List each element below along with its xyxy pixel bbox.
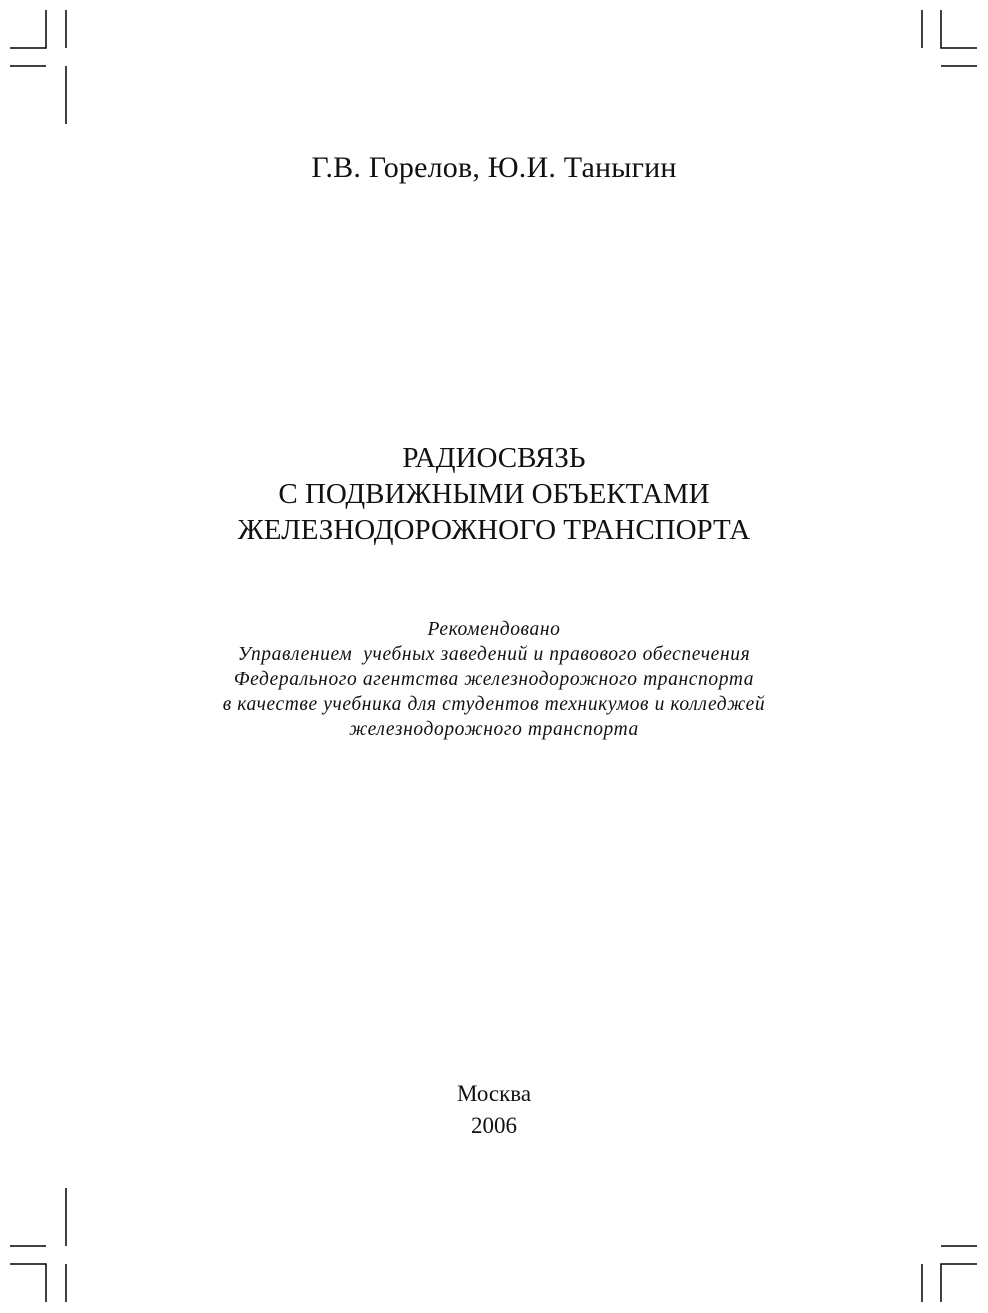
crop-mark-bottom-right-corner (941, 1264, 977, 1302)
publication-city: Москва (456, 1081, 532, 1106)
recommendation-line: Федерального агентства железнодорожного транспорта (233, 669, 755, 690)
recommendation-line: Рекомендовано (427, 619, 561, 640)
publication-year: 2006 (471, 1113, 517, 1138)
crop-mark-top-left-corner (10, 10, 46, 48)
title-line: РАДИОСВЯЗЬ (402, 442, 586, 474)
crop-mark-bottom-left-corner (10, 1264, 46, 1302)
title-line: ЖЕЛЕЗНОДОРОЖНОГО ТРАНСПОРТА (237, 514, 751, 546)
recommendation-line: Управлением учебных заведений и правового обеспечения (237, 644, 751, 665)
crop-mark-top-right-corner (941, 10, 977, 48)
recommendation-line: железнодорожного транспорта (349, 719, 639, 740)
recommendation-line: в качестве учебника для студентов техникумов и колледжей (222, 694, 766, 715)
imprint (0, 1078, 988, 1142)
book-title (0, 440, 988, 548)
title-line: С ПОДВИЖНЫМИ ОБЪЕКТАМИ (278, 478, 710, 510)
authors: Г.В. Горелов, Ю.И. Таныгин (311, 151, 677, 184)
recommendation-block (0, 617, 988, 742)
